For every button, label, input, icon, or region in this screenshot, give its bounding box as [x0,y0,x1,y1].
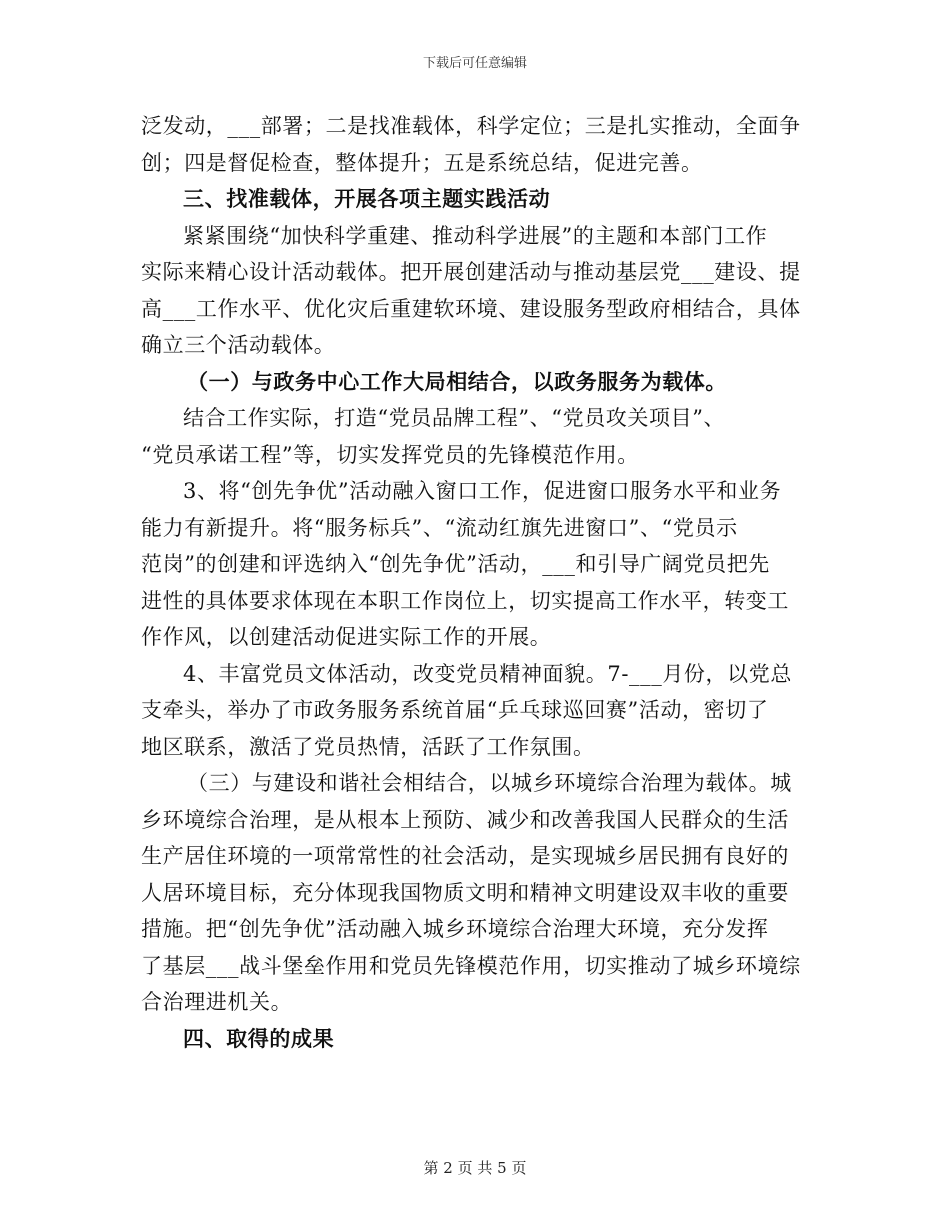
paragraph-line: 生产居住环境的一项常常性的社会活动，是实现城乡居民拥有良好的 [141,844,789,868]
paragraph-line: 进性的具体要求体现在本职工作岗位上，切实提高工作水平，转变工 [141,588,789,613]
paragraph-line: 范岗”的创建和评选纳入“创先争优”活动，___和引导广阔党员把先 [141,552,770,576]
paragraph-line: 泛发动，___部署；二是找准载体，科学定位；三是扎实推动，全面争 [141,114,801,138]
paragraph-line: 4、丰富党员文体活动，改变党员精神面貌。7-___月份，以党总 [183,661,792,686]
paragraph-line: 能力有新提升。将“服务标兵”、“流动红旗先进窗口”、“党员示 [141,515,738,540]
paragraph-line: 合治理进机关。 [141,990,293,1014]
paragraph-line: 措施。把“创先争优”活动融入城乡环境综合治理大环境，充分发挥 [141,917,769,941]
paragraph-line: 乡环境综合治理，是从根本上预防、减少和改善我国人民群众的生活 [141,807,789,832]
paragraph-line: 人居环境目标，充分体现我国物质文明和精神文明建设双丰收的重要 [141,880,789,905]
paragraph-line: 创；四是督促检查，整体提升；五是系统总结，促进完善。 [141,150,703,175]
paragraph-line: 紧紧围绕“加快科学重建、推动科学进展”的主题和本部门工作 [183,223,768,248]
paragraph-line: （三）与建设和谐社会相结合，以城乡环境综合治理为载体。城 [187,771,792,795]
page-footer: 第 2 页 共 5 页 [423,1159,527,1177]
paragraph-line: 四、取得的成果 [183,1025,335,1051]
paragraph-line: 支牵头，举办了市政务服务系统首届“乒乓球巡回赛”活动，密切了 [141,698,769,722]
paragraph-line: “党员承诺工程”等，切实发挥党员的先锋模范作用。 [141,442,639,467]
paragraph-line: 实际来精心设计活动载体。把开展创建活动与推动基层党___建设、提 [141,260,801,284]
paragraph-line: 了基层___战斗堡垒作用和党员先锋模范作用，切实推动了城乡环境综 [141,953,801,978]
document-body [141,108,821,1057]
paragraph-line: 结合工作实际，打造“党员品牌工程”、“党员攻关项目”、 [183,406,726,430]
paragraph-line: 3、将“创先争优”活动融入窗口工作，促进窗口服务水平和业务 [183,479,782,503]
paragraph-line: 作作风，以创建活动促进实际工作的开展。 [141,625,552,649]
paragraph-line: 地区联系，激活了党员热情，活跃了工作氛围。 [141,734,595,759]
paragraph-line: 高___工作水平、优化灾后重建软环境、建设服务型政府相结合，具体 [141,296,801,321]
paragraph-line: 确立三个活动载体。 [141,333,336,357]
page-header: 下载后可任意编辑 [422,56,527,71]
paragraph-line: 三、找准载体，开展各项主题实践活动 [183,186,551,211]
paragraph-line: （一）与政务中心工作大局相结合，以政务服务为载体。 [187,368,727,394]
